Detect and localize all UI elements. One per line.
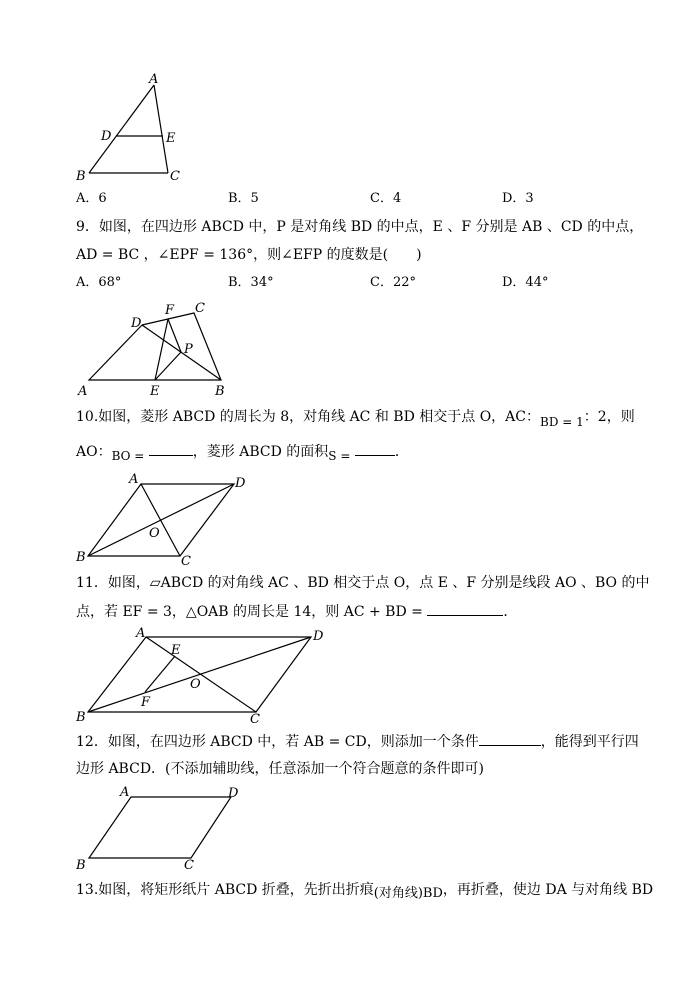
q9-option-b: B．34° — [228, 275, 274, 290]
label-a: A — [78, 384, 88, 399]
q8-option-a: A．6 — [76, 191, 107, 206]
q11-line2-part1: 点，若 EF = 3，△OAB 的周长是 14，则 AC + BD = — [76, 604, 423, 620]
q9-text-line2: AD = BC ，∠EPF = 136°，则∠EFP 的度数是( ) — [76, 247, 422, 263]
label-f: F — [141, 695, 151, 710]
label-c: C — [170, 169, 180, 184]
figure-q12-quadrilateral — [76, 784, 256, 874]
label-c: C — [250, 712, 260, 726]
q11-line2-end: ． — [503, 604, 518, 620]
q13-text-line1 — [76, 880, 653, 901]
label-c: C — [181, 554, 191, 569]
q10-ratio-sub: BD = 1 — [540, 415, 584, 429]
label-e: E — [166, 131, 176, 146]
label-p: P — [184, 342, 193, 357]
q10-line2-part2: ，菱形 ABCD 的面积 — [192, 444, 329, 460]
label-a: A — [129, 472, 139, 487]
label-d: D — [228, 786, 239, 801]
figure-q11-parallelogram — [76, 624, 336, 726]
figure-q8-triangle — [76, 72, 196, 184]
label-d: D — [101, 129, 112, 144]
q11-blank-answer[interactable] — [427, 601, 503, 616]
q9-option-d: D．44° — [502, 275, 549, 290]
label-a: A — [120, 785, 130, 800]
label-f: F — [165, 303, 175, 318]
q10-text-line2 — [76, 441, 409, 462]
q10-text-line1 — [76, 407, 635, 427]
q12-text-line2: 边形 ABCD．(不添加辅助线，任意添加一个符合题意的条件即可) — [76, 761, 484, 777]
q10-blank-ratio[interactable] — [149, 441, 193, 456]
q8-option-d: D．3 — [502, 191, 534, 206]
label-b: B — [76, 169, 86, 184]
q11-text-line1: 11．如图，▱ABCD 的对角线 AC 、BD 相交于点 O，点 E 、F 分别是线段 AO 、BO 的中 — [76, 575, 650, 591]
label-c: C — [195, 301, 205, 316]
label-c: C — [184, 858, 194, 873]
q13-line1-part1: 13.如图，将矩形纸片 ABCD 折叠，先折出折痕 — [76, 882, 374, 898]
label-d: D — [131, 316, 142, 331]
q9-text-line1: 9．如图，在四边形 ABCD 中，P 是对角线 BD 的中点，E 、F 分别是 AB 、CD 的中点， — [76, 219, 644, 235]
q9-option-c: C．22° — [370, 275, 416, 290]
q11-text-line2 — [76, 601, 517, 622]
label-d: D — [235, 476, 246, 491]
label-o: O — [149, 526, 160, 541]
figure-q9-quadrilateral — [76, 298, 246, 402]
q13-line1-part2: ，再折叠，使边 DA 与对角线 BD — [442, 882, 654, 898]
q10-area-sub: S = — [328, 449, 351, 463]
label-b: B — [215, 384, 225, 399]
q10-line1-part2: ：2，则 — [583, 409, 635, 425]
q9-option-a: A．68° — [76, 275, 122, 290]
label-d: D — [313, 629, 324, 644]
q12-line1-part1: 12．如图，在四边形 ABCD 中，若 AB = CD，则添加一个条件 — [76, 734, 479, 750]
q10-line2-part1: AO： — [76, 444, 112, 460]
label-o: O — [190, 677, 201, 692]
q12-blank-condition[interactable] — [479, 731, 541, 746]
q10-line2-end: ． — [394, 444, 409, 460]
q8-option-c: C．4 — [370, 191, 402, 206]
q13-crease-sub: (对角线)BD — [373, 886, 443, 901]
q10-bo-sub: BO = — [111, 449, 145, 463]
label-b: B — [76, 710, 86, 725]
q10-line1-part1: 10.如图，菱形 ABCD 的周长为 8，对角线 AC 和 BD 相交于点 O，AC： — [76, 409, 541, 425]
q12-line1-part2: ，能得到平行四 — [540, 734, 639, 750]
q12-text-line1 — [76, 731, 639, 752]
label-a: A — [136, 626, 146, 641]
label-b: B — [76, 550, 86, 565]
q10-blank-area[interactable] — [355, 441, 395, 456]
label-e: E — [150, 384, 160, 399]
figure-q10-rhombus — [76, 470, 256, 570]
label-e: E — [171, 643, 181, 658]
label-a: A — [149, 72, 159, 87]
label-b: B — [76, 858, 86, 873]
q8-option-b: B．5 — [228, 191, 259, 206]
